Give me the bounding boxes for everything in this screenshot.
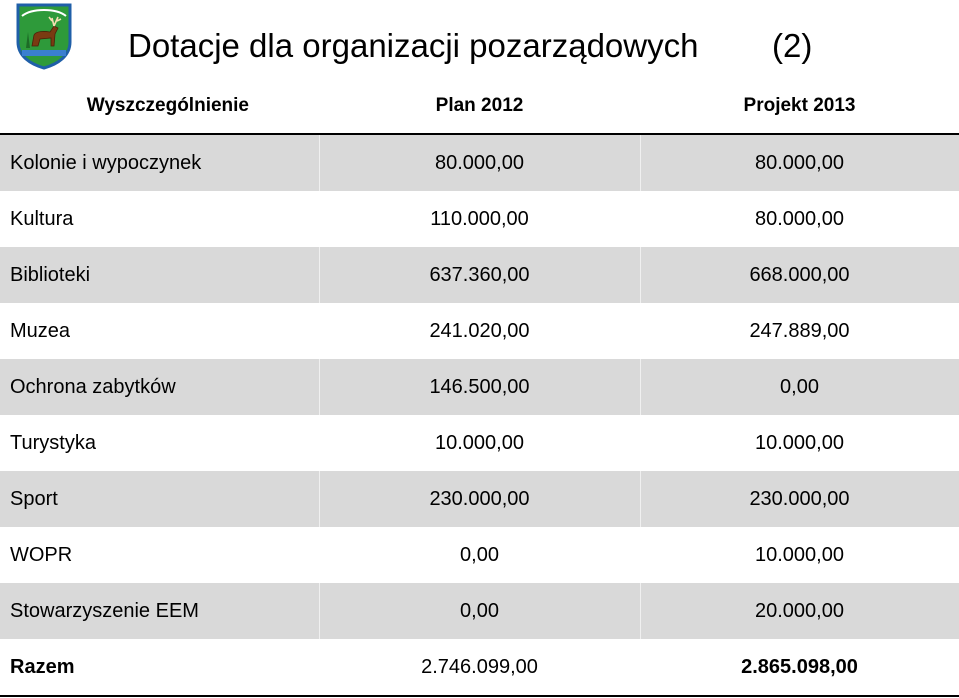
table-row xyxy=(0,134,959,191)
row-plan-2012: 146.500,00 xyxy=(319,359,640,415)
row-plan-2012: 80.000,00 xyxy=(319,134,640,191)
page-title-suffix: (2) xyxy=(772,27,813,64)
row-projekt-2013: 668.000,00 xyxy=(640,247,959,303)
subsidies-table xyxy=(0,78,959,697)
row-plan-2012: 110.000,00 xyxy=(319,191,640,247)
row-label: Kolonie i wypoczynek xyxy=(0,134,319,191)
row-label: Kultura xyxy=(0,191,319,247)
column-header-projekt-2013: Projekt 2013 xyxy=(640,78,959,134)
row-label: Stowarzyszenie EEM xyxy=(0,583,319,639)
row-label: WOPR xyxy=(0,527,319,583)
table-row xyxy=(0,471,959,527)
row-plan-2012: 230.000,00 xyxy=(319,471,640,527)
row-projekt-2013: 230.000,00 xyxy=(640,471,959,527)
row-plan-2012: 10.000,00 xyxy=(319,415,640,471)
coat-of-arms-deer-icon xyxy=(14,2,74,70)
row-projekt-2013: 80.000,00 xyxy=(640,134,959,191)
row-plan-2012: 241.020,00 xyxy=(319,303,640,359)
total-projekt-2013: 2.865.098,00 xyxy=(640,639,959,696)
table-row xyxy=(0,191,959,247)
row-projekt-2013: 20.000,00 xyxy=(640,583,959,639)
row-label: Sport xyxy=(0,471,319,527)
row-plan-2012: 0,00 xyxy=(319,583,640,639)
table-row xyxy=(0,247,959,303)
column-header-item: Wyszczególnienie xyxy=(0,78,319,134)
row-label: Biblioteki xyxy=(0,247,319,303)
row-label: Turystyka xyxy=(0,415,319,471)
table-row xyxy=(0,415,959,471)
row-label: Ochrona zabytków xyxy=(0,359,319,415)
page-title-text: Dotacje dla organizacji pozarządowych xyxy=(128,27,699,64)
row-projekt-2013: 247.889,00 xyxy=(640,303,959,359)
table-row xyxy=(0,359,959,415)
table-row xyxy=(0,583,959,639)
total-label: Razem xyxy=(0,639,319,696)
table-total-row xyxy=(0,639,959,696)
row-projekt-2013: 0,00 xyxy=(640,359,959,415)
row-label: Muzea xyxy=(0,303,319,359)
page-title xyxy=(128,22,813,70)
row-plan-2012: 0,00 xyxy=(319,527,640,583)
total-plan-2012: 2.746.099,00 xyxy=(319,639,640,696)
row-projekt-2013: 10.000,00 xyxy=(640,415,959,471)
table-row xyxy=(0,527,959,583)
row-projekt-2013: 80.000,00 xyxy=(640,191,959,247)
row-plan-2012: 637.360,00 xyxy=(319,247,640,303)
row-projekt-2013: 10.000,00 xyxy=(640,527,959,583)
column-header-plan-2012: Plan 2012 xyxy=(319,78,640,134)
table-header-row xyxy=(0,78,959,134)
table-row xyxy=(0,303,959,359)
